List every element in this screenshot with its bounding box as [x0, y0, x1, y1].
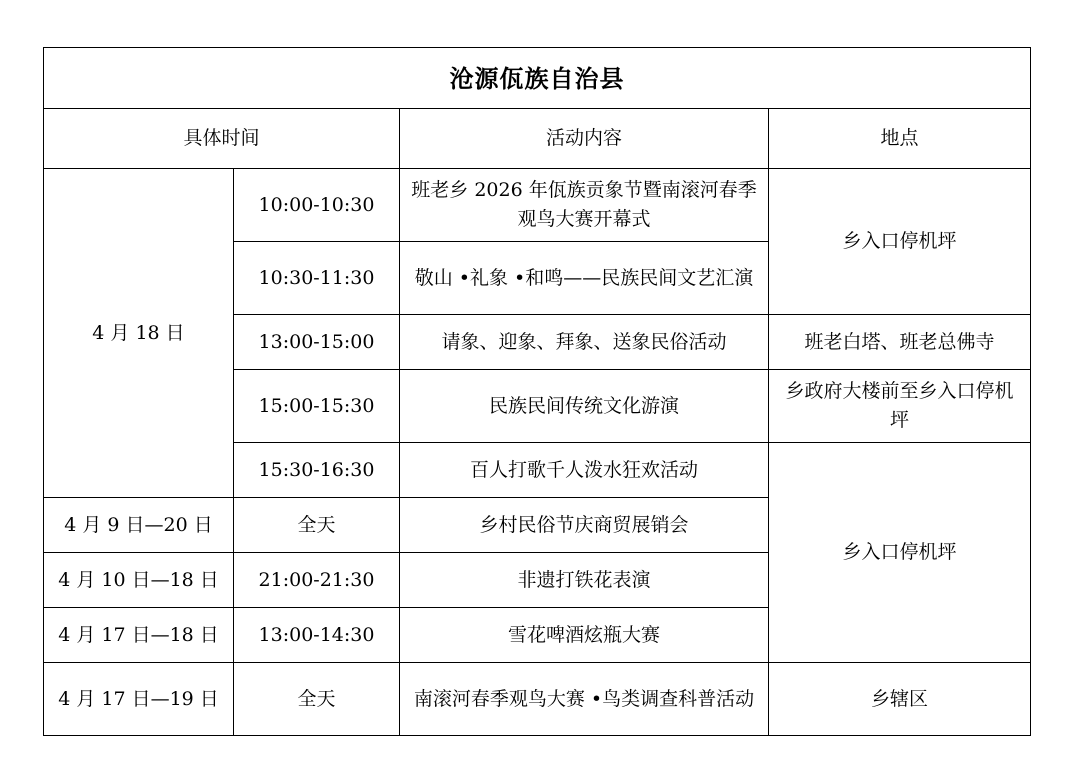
content-cell: 敬山 •礼象 •和鸣——民族民间文艺汇演 — [400, 242, 769, 315]
time-cell: 13:00-14:30 — [234, 608, 400, 663]
time-cell: 10:30-11:30 — [234, 242, 400, 315]
content-cell: 请象、迎象、拜象、送象民俗活动 — [400, 315, 769, 370]
content-cell: 非遗打铁花表演 — [400, 553, 769, 608]
content-cell: 南滚河春季观鸟大赛 •鸟类调查科普活动 — [400, 663, 769, 736]
date-cell: 4 月 17 日—18 日 — [44, 608, 234, 663]
date-cell: 4 月 10 日—18 日 — [44, 553, 234, 608]
header-time: 具体时间 — [44, 109, 400, 169]
time-cell: 13:00-15:00 — [234, 315, 400, 370]
table-title: 沧源佤族自治县 — [44, 48, 1031, 109]
content-cell: 班老乡 2026 年佤族贡象节暨南滚河春季观鸟大赛开幕式 — [400, 169, 769, 242]
header-row — [44, 109, 1031, 169]
title-row — [44, 48, 1031, 109]
location-cell: 乡入口停机坪 — [769, 443, 1031, 663]
date-cell: 4 月 17 日—19 日 — [44, 663, 234, 736]
time-cell: 15:00-15:30 — [234, 370, 400, 443]
location-cell: 乡政府大楼前至乡入口停机坪 — [769, 370, 1031, 443]
schedule-table — [43, 47, 1031, 736]
location-cell: 班老白塔、班老总佛寺 — [769, 315, 1031, 370]
time-cell: 全天 — [234, 663, 400, 736]
date-cell: 4 月 9 日—20 日 — [44, 498, 234, 553]
location-cell: 乡辖区 — [769, 663, 1031, 736]
table-row — [44, 663, 1031, 736]
table-row — [44, 169, 1031, 242]
header-content: 活动内容 — [400, 109, 769, 169]
content-cell: 民族民间传统文化游演 — [400, 370, 769, 443]
time-cell: 21:00-21:30 — [234, 553, 400, 608]
content-cell: 雪花啤酒炫瓶大赛 — [400, 608, 769, 663]
content-cell: 乡村民俗节庆商贸展销会 — [400, 498, 769, 553]
time-cell: 全天 — [234, 498, 400, 553]
date-cell: 4 月 18 日 — [44, 169, 234, 498]
time-cell: 15:30-16:30 — [234, 443, 400, 498]
header-location: 地点 — [769, 109, 1031, 169]
content-cell: 百人打歌千人泼水狂欢活动 — [400, 443, 769, 498]
location-cell: 乡入口停机坪 — [769, 169, 1031, 315]
time-cell: 10:00-10:30 — [234, 169, 400, 242]
